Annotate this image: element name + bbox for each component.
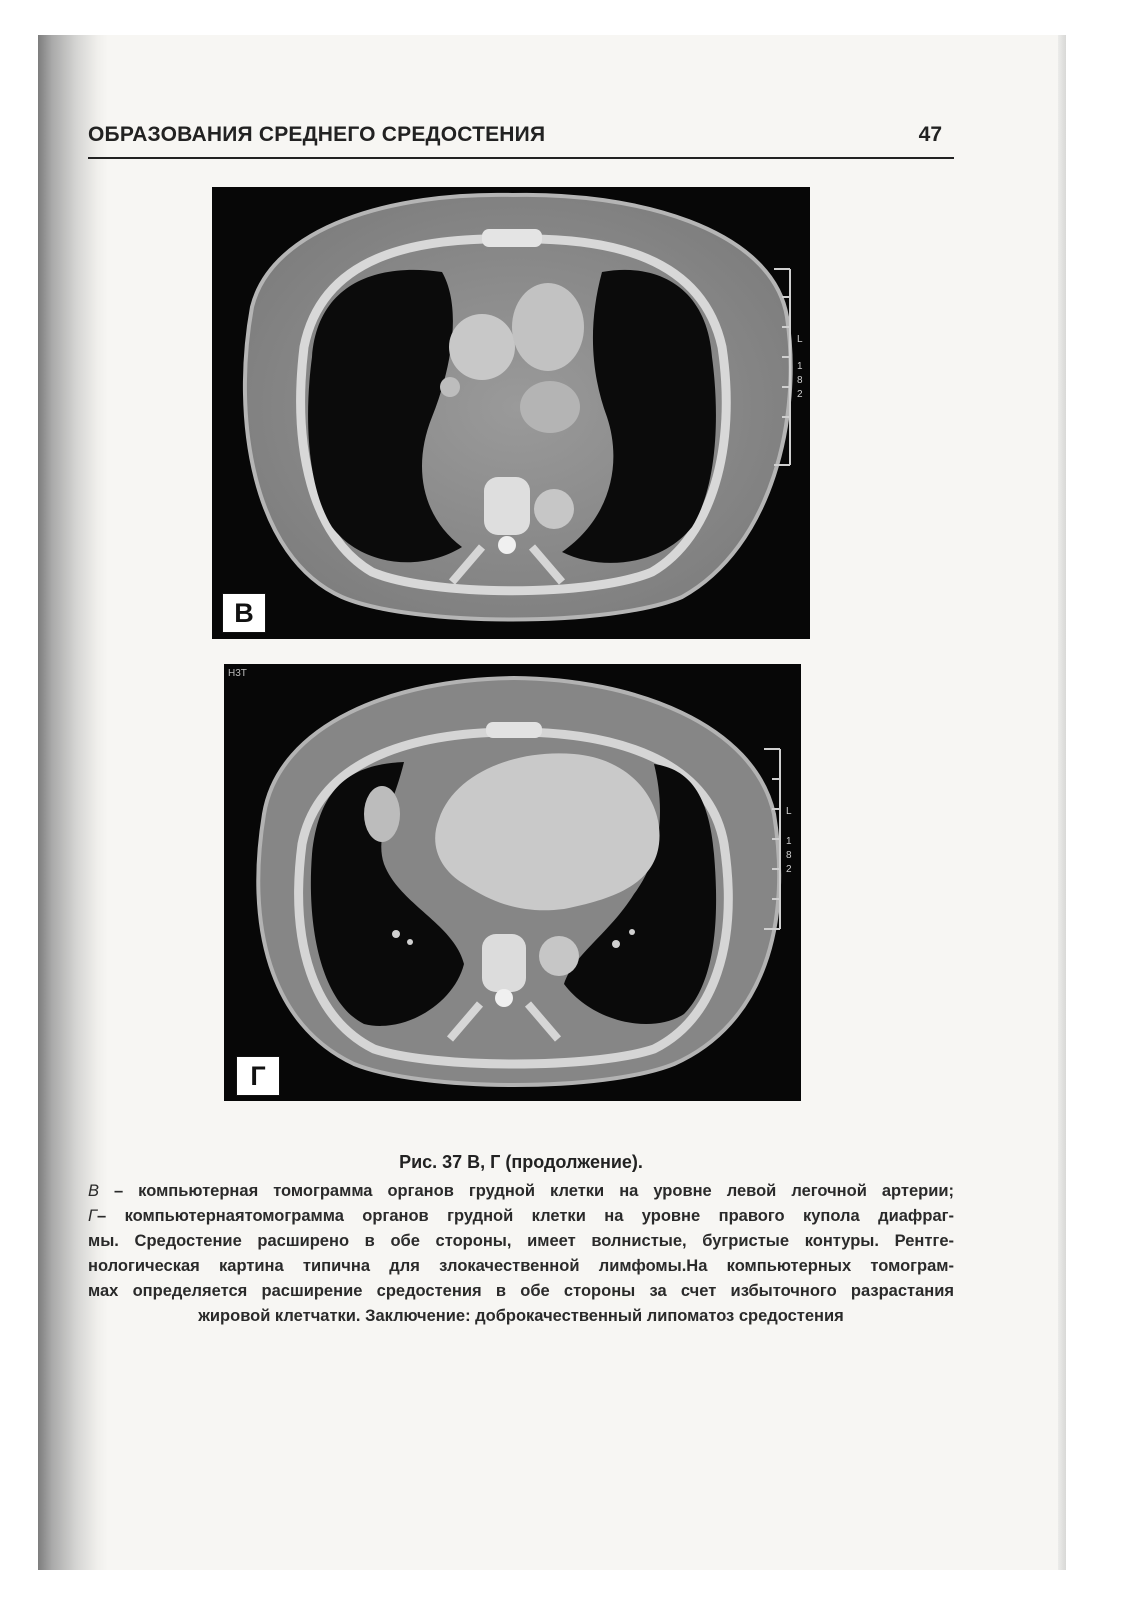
panel-label-g: Г	[236, 1056, 280, 1096]
scale-mark: 2	[797, 389, 803, 400]
ct-scan-figure-g	[224, 664, 801, 1101]
scan-corner-text: H3T	[228, 668, 247, 679]
caption-line	[88, 1257, 954, 1276]
caption-lead: В	[88, 1182, 100, 1200]
running-head: ОБРАЗОВАНИЯ СРЕДНЕГО СРЕДОСТЕНИЯ	[88, 123, 546, 146]
ct-scan-figure-b	[212, 187, 810, 639]
page-header	[88, 123, 954, 159]
book-spine-shadow	[38, 35, 108, 1570]
caption-text: нологическая картина типична для злокачественной лимфомы.На компьютерных томограм-	[88, 1257, 954, 1275]
caption-lead: Г	[88, 1207, 97, 1225]
caption-line	[88, 1232, 954, 1251]
caption-line	[88, 1307, 954, 1326]
panel-label-b: В	[222, 593, 266, 633]
scale-mark: 2	[786, 864, 792, 875]
caption-text: – компьютерная томограмма органов грудной клетки на уровне левой легочной артерии;	[99, 1182, 954, 1200]
scale-mark: 8	[786, 850, 792, 861]
caption-line	[88, 1207, 954, 1226]
scale-mark: 1	[786, 836, 792, 847]
scale-mark: 8	[797, 375, 803, 386]
scale-mark: L	[797, 334, 803, 345]
scale-mark: 1	[797, 361, 803, 372]
figure-caption-title: Рис. 37 В, Г (продолжение).	[399, 1152, 643, 1172]
page-edge	[1058, 35, 1066, 1570]
caption-text: мы. Средостение расширено в обе стороны, имеет волнистые, бугристые контуры. Рентге-	[88, 1232, 954, 1250]
ct-image-b	[212, 187, 810, 639]
page-number: 47	[918, 123, 942, 146]
caption-line	[88, 1182, 954, 1201]
scale-mark: L	[786, 806, 792, 817]
ct-image-g	[224, 664, 801, 1101]
caption-line	[88, 1282, 954, 1301]
caption-text: – компьютернаятомограмма органов грудной клетки на уровне правого купола диафраг-	[96, 1207, 954, 1225]
caption-text: жировой клетчатки. Заключение: доброкачественный липоматоз средостения	[198, 1307, 844, 1325]
caption-text: мах определяется расширение средостения в обе стороны за счет избыточного разрастания	[88, 1282, 954, 1300]
